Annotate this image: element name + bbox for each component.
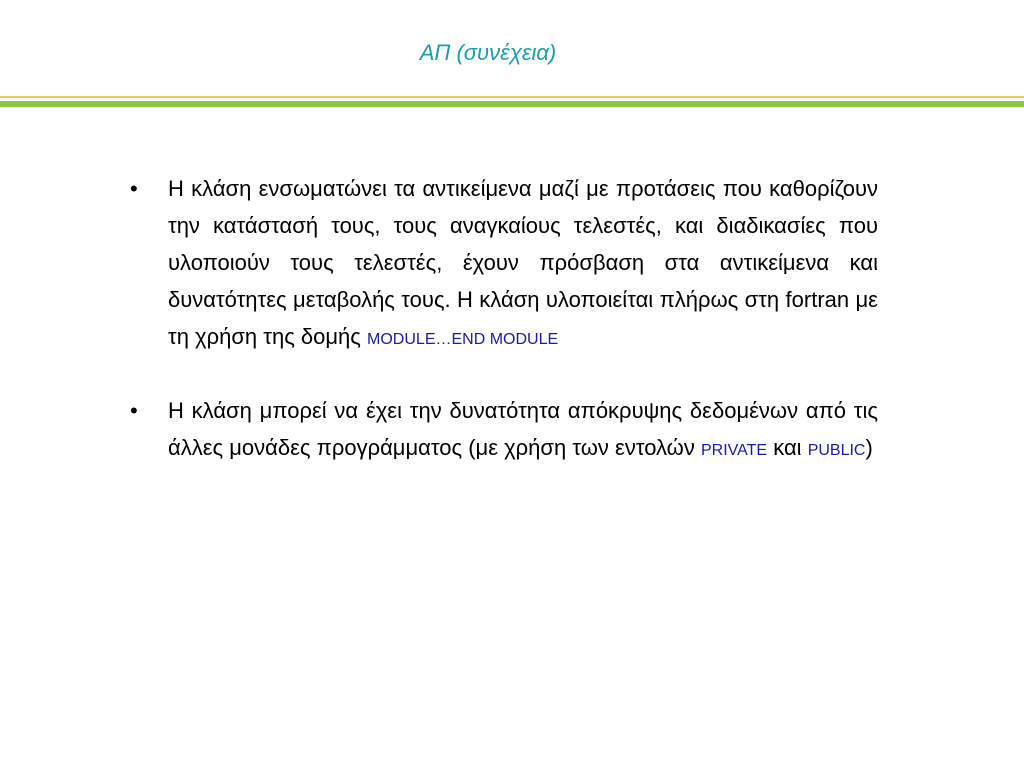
bullet-item-class-encapsulation [130, 170, 878, 358]
code-keyword-public: PUBLIC [807, 442, 866, 459]
code-keyword-private: PRIVATE [701, 442, 768, 459]
bullet-icon: • [130, 176, 138, 201]
code-keyword-module: MODULE…END MODULE [367, 331, 559, 348]
closing-paren: ) [865, 435, 873, 460]
bullet-body-text: Η κλάση ενσωματώνει τα αντικείμενα μαζί με προτάσεις που καθορίζουν την κατάστασή τους, τους αναγκαίους τελεστές, και διαδικασίες που υλοποιούν τους τελεστές, έχουν πρόσβαση στα αντικείμενα και δυνατότητες μεταβολής τους. Η κλάση υλοποιείται πλήρως στη fortran με τη χρήση της δομής [168, 176, 878, 349]
bullet-body-text: Η κλάση μπορεί να έχει την δυνατότητα απόκρυψης δεδομένων από τις άλλες μονάδες προγράμματος (με χρήση των εντολών [168, 398, 878, 460]
slide-content [130, 170, 878, 503]
connector-text: και [773, 435, 802, 460]
bullet-text [168, 392, 878, 469]
header-divider-thin [0, 96, 1024, 98]
bullet-item-data-hiding [130, 392, 878, 469]
bullet-icon: • [130, 398, 138, 423]
slide-title: ΑΠ (συνέχεια) [419, 40, 557, 65]
bullet-text [168, 170, 878, 358]
header-divider-thick [0, 101, 1024, 107]
